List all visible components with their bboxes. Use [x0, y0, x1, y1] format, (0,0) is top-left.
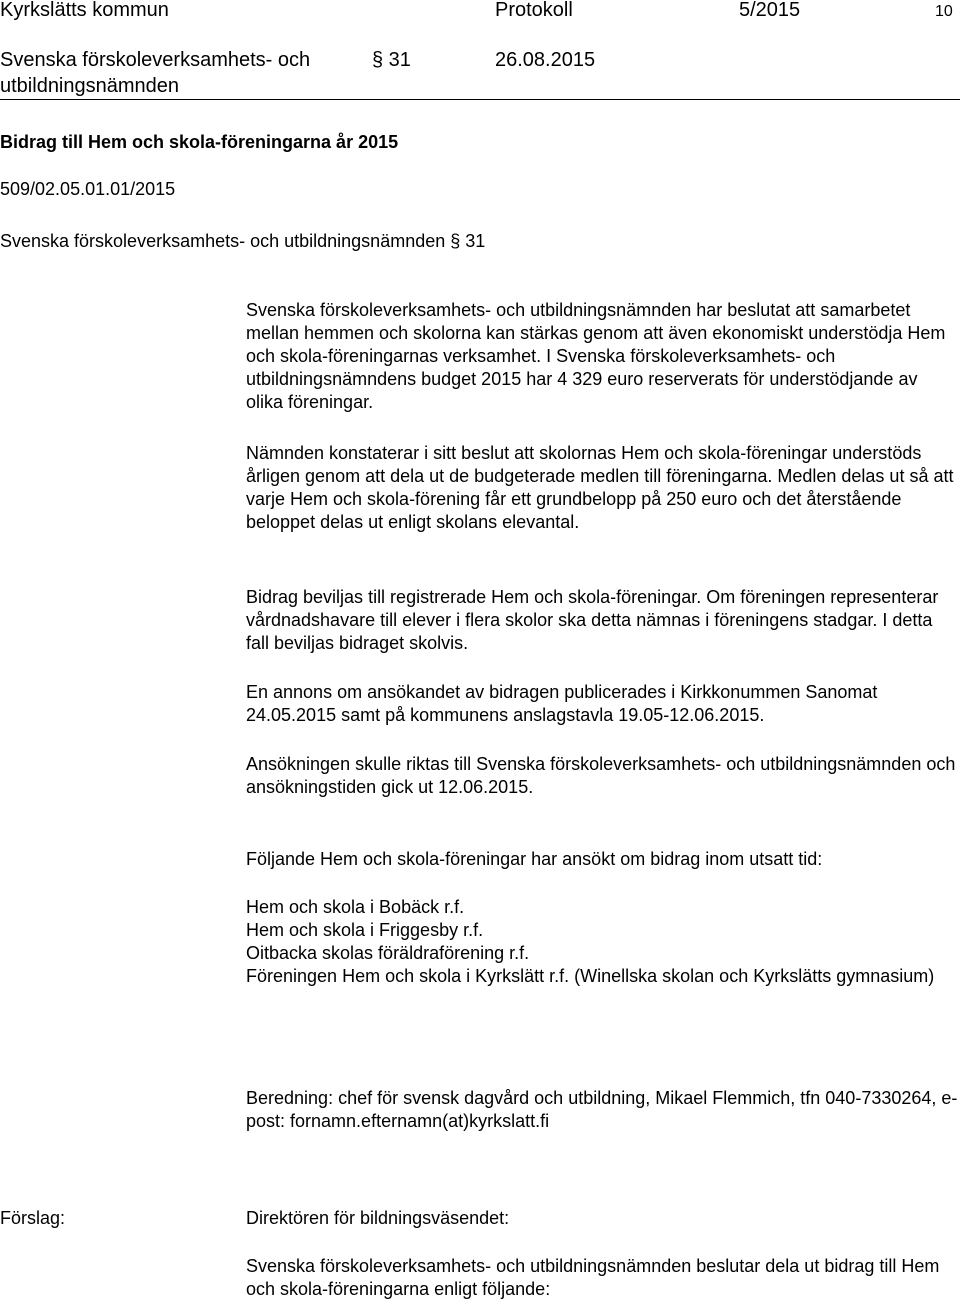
committee-name-line2: utbildningsnämnden: [0, 75, 180, 97]
paragraph-text: Följande Hem och skola-föreningar har ansökt om bidrag inom utsatt tid:: [246, 849, 823, 869]
protocol-number: 5/2015: [739, 0, 801, 21]
body-paragraph-4: [246, 681, 958, 727]
meeting-date: 26.08.2015: [495, 49, 596, 71]
section-number: § 31: [372, 49, 411, 71]
committee-reference: Svenska förskoleverksamhets- och utbildningsnämnden § 31: [0, 231, 486, 251]
committee-name-line1: Svenska förskoleverksamhets- och: [0, 49, 311, 71]
preparation-note: [246, 1087, 958, 1133]
association-list: [246, 896, 958, 988]
page-number: 10: [935, 3, 953, 20]
proposal-text: [246, 1255, 958, 1301]
body-paragraph-2: [246, 442, 958, 534]
paragraph-text: En annons om ansökandet av bidragen publicerades i Kirkkonummen Sanomat 24.05.2015 samt på kommunens anslagstavla 19.05-12.06.2015.: [246, 682, 878, 725]
municipality-name: Kyrkslätts kommun: [0, 0, 169, 21]
matter-title: Bidrag till Hem och skola-föreningarna år 2015: [0, 132, 399, 152]
proposal-director: Direktören för bildningsväsendet:: [246, 1208, 510, 1228]
paragraph-text: Nämnden konstaterar i sitt beslut att skolornas Hem och skola-föreningar understöds årligen genom att dela ut de budgeterade medlen till föreningarna. Medlen delas ut så att varje Hem och skola-förening får ett grundbelopp på 250 euro och det återstående beloppet delas ut enligt skolans elevantal.: [246, 443, 954, 532]
list-item: Hem och skola i Bobäck r.f.: [246, 897, 465, 917]
proposal-label: Förslag:: [0, 1208, 66, 1228]
list-item: Hem och skola i Friggesby r.f.: [246, 920, 484, 940]
paragraph-text: Ansökningen skulle riktas till Svenska förskoleverksamhets- och utbildningsnämnden och ansökningstiden gick ut 12.06.2015.: [246, 754, 956, 797]
list-item: Oitbacka skolas föräldraförening r.f.: [246, 943, 530, 963]
header-divider: [0, 99, 960, 100]
body-paragraph-3: [246, 586, 958, 655]
paragraph-text: Bidrag beviljas till registrerade Hem och skola-föreningar. Om föreningen representerar vårdnadshavare till elever i flera skolor ska detta nämnas i föreningens stadgar. I detta fall beviljas bidraget skolvis.: [246, 587, 939, 653]
body-paragraph-5: [246, 753, 958, 799]
body-paragraph-6: [246, 848, 958, 871]
diary-number: 509/02.05.01.01/2015: [0, 179, 176, 199]
paragraph-text: Svenska förskoleverksamhets- och utbildningsnämnden beslutar dela ut bidrag till Hem och skola-föreningarna enligt följande:: [246, 1256, 940, 1299]
document-type: Protokoll: [495, 0, 573, 21]
list-item: Föreningen Hem och skola i Kyrkslätt r.f. (Winellska skolan och Kyrkslätts gymnasium): [246, 966, 935, 986]
paragraph-text: Beredning: chef för svensk dagvård och utbildning, Mikael Flemmich, tfn 040-7330264, e-post: fornamn.efternamn(at)kyrkslatt.fi: [246, 1088, 958, 1131]
paragraph-text: Svenska förskoleverksamhets- och utbildningsnämnden har beslutat att samarbetet mellan hemmen och skolorna kan stärkas genom att även ekonomiskt understödja Hem och skola-föreningarnas verksamhet. I Svenska förskoleverksamhets- och utbildningsnämndens budget 2015 har 4 329 euro reserverats för understödjande av olika föreningar.: [246, 300, 946, 412]
body-paragraph-1: [246, 299, 958, 414]
